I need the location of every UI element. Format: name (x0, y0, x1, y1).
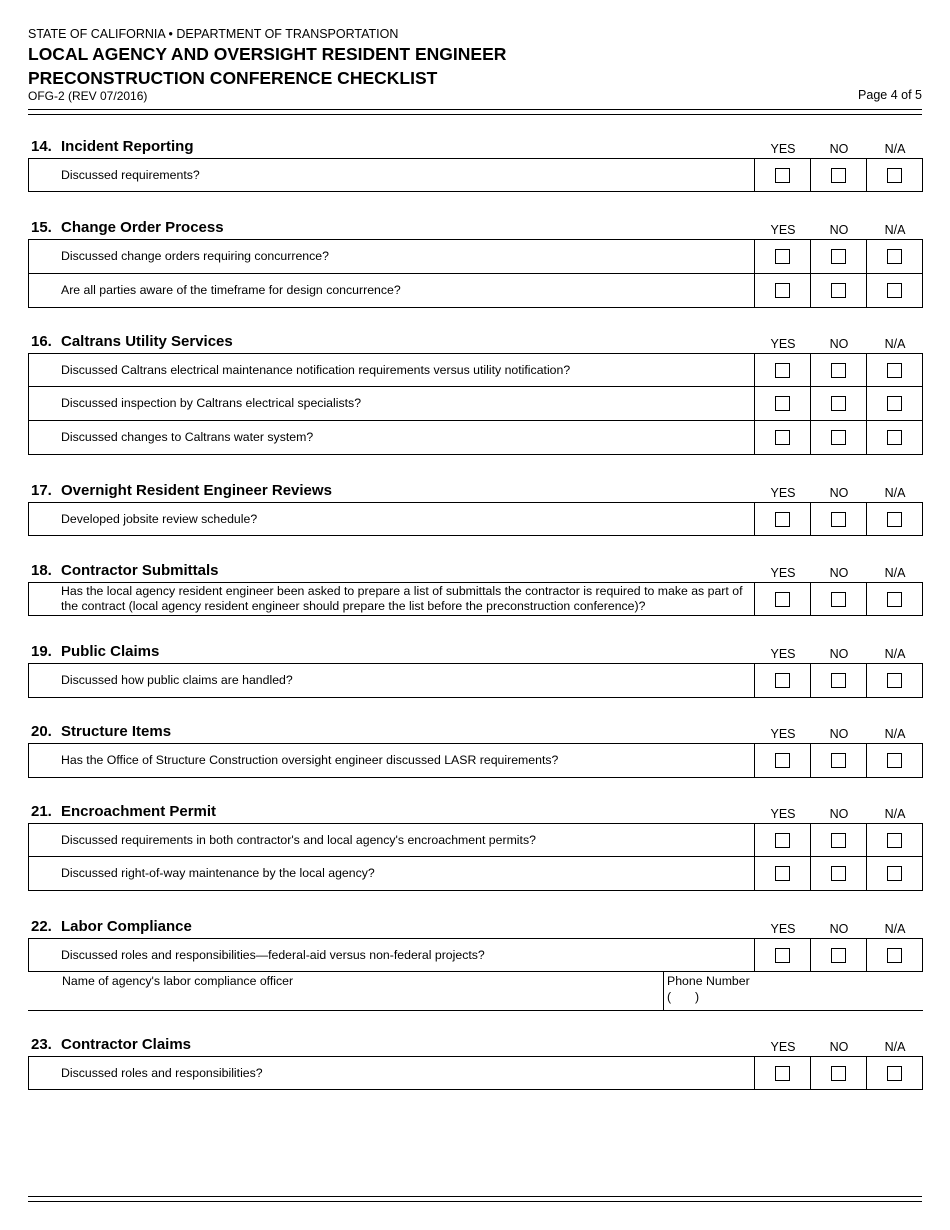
answer-cell-na (866, 939, 922, 971)
section-header (28, 1034, 923, 1056)
answer-cell-no (810, 664, 866, 697)
question-row (28, 938, 923, 972)
answer-cell-na (866, 1057, 922, 1089)
no-checkbox[interactable] (831, 430, 846, 445)
na-checkbox[interactable] (887, 948, 902, 963)
na-checkbox[interactable] (887, 673, 902, 688)
section-header (28, 480, 923, 502)
question-text: Are all parties aware of the timeframe for design concurrence? (61, 283, 401, 297)
yes-checkbox[interactable] (775, 866, 790, 881)
footer-rule-top (28, 1196, 922, 1197)
section-title (31, 1036, 191, 1053)
column-label-no: NO (829, 922, 849, 936)
section-21 (28, 801, 923, 891)
answer-cell-na (866, 583, 922, 615)
na-checkbox[interactable] (887, 512, 902, 527)
na-checkbox[interactable] (887, 249, 902, 264)
no-checkbox[interactable] (831, 833, 846, 848)
yes-checkbox[interactable] (775, 283, 790, 298)
column-label-no: NO (829, 486, 849, 500)
column-label-na: N/A (884, 142, 906, 156)
question-text: Discussed changes to Caltrans water system? (61, 430, 314, 444)
answer-cell-yes (754, 583, 810, 615)
section-title (31, 803, 216, 820)
officer-name-label: Name of agency's labor compliance officer (62, 974, 294, 988)
no-checkbox[interactable] (831, 249, 846, 264)
answer-cell-na (866, 274, 922, 307)
column-label-no: NO (829, 1040, 849, 1054)
section-title (31, 562, 219, 579)
column-label-yes: YES (770, 807, 796, 821)
section-title-text: Public Claims (61, 643, 160, 660)
section-title-text: Contractor Submittals (61, 562, 219, 579)
column-label-no: NO (829, 223, 849, 237)
answer-cell-yes (754, 240, 810, 273)
answer-cell-yes (754, 274, 810, 307)
answer-cell-na (866, 387, 922, 420)
section-number: 23. (31, 1036, 52, 1053)
section-title (31, 138, 194, 155)
answer-cell-no (810, 744, 866, 777)
column-label-na: N/A (884, 1040, 906, 1054)
answer-cell-yes (754, 664, 810, 697)
section-title-text: Encroachment Permit (61, 803, 217, 820)
answer-cell-na (866, 744, 922, 777)
no-checkbox[interactable] (831, 592, 846, 607)
yes-checkbox[interactable] (775, 430, 790, 445)
section-number: 20. (31, 723, 52, 740)
column-label-no: NO (829, 142, 849, 156)
answer-cell-na (866, 503, 922, 535)
section-number: 14. (31, 138, 52, 155)
section-header (28, 331, 923, 353)
question-row (28, 582, 923, 616)
question-text: Discussed inspection by Caltrans electrical specialists? (61, 396, 362, 410)
yes-checkbox[interactable] (775, 948, 790, 963)
answer-cell-na (866, 159, 922, 191)
answer-cell-yes (754, 1057, 810, 1089)
column-label-na: N/A (884, 223, 906, 237)
phone-number-label: Phone Number (667, 974, 750, 988)
section-title-text: Labor Compliance (61, 918, 192, 935)
section-header (28, 560, 923, 582)
section-22 (28, 916, 923, 1011)
form-title (28, 42, 506, 90)
question-row (28, 743, 923, 778)
na-checkbox[interactable] (887, 396, 902, 411)
section-19 (28, 641, 923, 698)
section-header (28, 801, 923, 823)
section-header (28, 641, 923, 663)
form-id: OFG-2 (REV 07/2016) (28, 89, 148, 103)
answer-cell-yes (754, 503, 810, 535)
column-label-yes: YES (770, 142, 796, 156)
section-title-text: Change Order Process (61, 219, 224, 236)
yes-checkbox[interactable] (775, 512, 790, 527)
question-text: Discussed roles and responsibilities? (61, 1065, 263, 1080)
answer-cell-na (866, 664, 922, 697)
answer-cell-na (866, 421, 922, 454)
question-text: Developed jobsite review schedule? (61, 511, 258, 526)
question-row (28, 823, 923, 857)
answer-cell-no (810, 240, 866, 273)
column-label-na: N/A (884, 647, 906, 661)
column-label-yes: YES (770, 1040, 796, 1054)
phone-number-field[interactable] (664, 972, 923, 1010)
na-checkbox[interactable] (887, 753, 902, 768)
na-checkbox[interactable] (887, 866, 902, 881)
answer-cell-no (810, 354, 866, 386)
na-checkbox[interactable] (887, 833, 902, 848)
question-row (28, 158, 923, 192)
column-label-no: NO (829, 647, 849, 661)
section-title-text: Structure Items (61, 723, 172, 740)
column-label-no: NO (829, 337, 849, 351)
answer-cell-no (810, 939, 866, 971)
answer-cell-yes (754, 354, 810, 386)
no-checkbox[interactable] (831, 396, 846, 411)
question-row (28, 1056, 923, 1090)
question-row (28, 663, 923, 698)
section-header (28, 721, 923, 743)
answer-cell-yes (754, 939, 810, 971)
answer-cell-no (810, 857, 866, 890)
question-text: Has the Office of Structure Construction oversight engineer discussed LASR requirements? (61, 753, 559, 767)
answer-cell-no (810, 159, 866, 191)
answer-cell-no (810, 274, 866, 307)
column-label-no: NO (829, 566, 849, 580)
section-18 (28, 560, 923, 616)
column-label-na: N/A (884, 486, 906, 500)
footer-rule-bottom (28, 1201, 922, 1202)
question-row (28, 421, 923, 455)
header-rule-top (28, 109, 922, 110)
question-text: Discussed right-of-way maintenance by the local agency? (61, 866, 375, 880)
officer-phone-row (28, 972, 923, 1011)
question-row (28, 502, 923, 536)
no-checkbox[interactable] (831, 673, 846, 688)
section-title (31, 482, 332, 499)
section-title (31, 643, 159, 660)
answer-cell-no (810, 387, 866, 420)
question-row (28, 239, 923, 274)
section-number: 15. (31, 219, 52, 236)
section-title-text: Incident Reporting (61, 138, 194, 155)
no-checkbox[interactable] (831, 512, 846, 527)
na-checkbox[interactable] (887, 592, 902, 607)
answer-cell-no (810, 503, 866, 535)
column-label-no: NO (829, 727, 849, 741)
answer-cell-yes (754, 824, 810, 856)
column-label-na: N/A (884, 922, 906, 936)
answer-cell-no (810, 421, 866, 454)
column-label-yes: YES (770, 566, 796, 580)
column-label-na: N/A (884, 337, 906, 351)
na-checkbox[interactable] (887, 168, 902, 183)
answer-cell-yes (754, 421, 810, 454)
question-text: Discussed requirements in both contractor's and local agency's encroachment permits? (61, 832, 536, 847)
form-title-line1: LOCAL AGENCY AND OVERSIGHT RESIDENT ENGINEER (28, 44, 507, 64)
no-checkbox[interactable] (831, 866, 846, 881)
section-14 (28, 136, 923, 192)
section-number: 17. (31, 482, 52, 499)
section-number: 22. (31, 918, 52, 935)
column-label-na: N/A (884, 566, 906, 580)
no-checkbox[interactable] (831, 168, 846, 183)
section-title-text: Overnight Resident Engineer Reviews (61, 482, 332, 499)
section-23 (28, 1034, 923, 1090)
yes-checkbox[interactable] (775, 1066, 790, 1081)
na-checkbox[interactable] (887, 283, 902, 298)
answer-cell-na (866, 240, 922, 273)
column-label-na: N/A (884, 807, 906, 821)
yes-checkbox[interactable] (775, 363, 790, 378)
no-checkbox[interactable] (831, 283, 846, 298)
question-text: Discussed requirements? (61, 167, 200, 182)
question-text: Has the local agency resident engineer been asked to prepare a list of submittals the contractor is required to make as part of the contract (local agency resident engineer should prepare the list before the preconstruction conference)? (61, 584, 743, 613)
answer-cell-no (810, 1057, 866, 1089)
column-label-yes: YES (770, 337, 796, 351)
no-checkbox[interactable] (831, 948, 846, 963)
page-number: Page 4 of 5 (858, 88, 922, 102)
section-header (28, 136, 923, 158)
section-header (28, 916, 923, 938)
column-label-yes: YES (770, 223, 796, 237)
section-number: 21. (31, 803, 52, 820)
officer-name-field[interactable] (28, 972, 664, 1010)
answer-cell-no (810, 824, 866, 856)
answer-cell-yes (754, 159, 810, 191)
na-checkbox[interactable] (887, 1066, 902, 1081)
question-text: Discussed change orders requiring concurrence? (61, 249, 329, 263)
answer-cell-na (866, 354, 922, 386)
answer-cell-yes (754, 857, 810, 890)
section-15 (28, 217, 923, 308)
section-number: 16. (31, 333, 52, 350)
question-row (28, 274, 923, 308)
no-checkbox[interactable] (831, 1066, 846, 1081)
phone-area-code: ( ) (667, 990, 700, 1004)
question-row (28, 857, 923, 891)
na-checkbox[interactable] (887, 363, 902, 378)
section-20 (28, 721, 923, 778)
column-label-yes: YES (770, 922, 796, 936)
section-title-text: Contractor Claims (61, 1036, 192, 1053)
column-label-yes: YES (770, 486, 796, 500)
answer-cell-na (866, 824, 922, 856)
yes-checkbox[interactable] (775, 673, 790, 688)
section-16 (28, 331, 923, 455)
question-text: Discussed how public claims are handled? (61, 673, 293, 687)
form-title-line2: PRECONSTRUCTION CONFERENCE CHECKLIST (28, 68, 438, 88)
section-number: 18. (31, 562, 52, 579)
section-header (28, 217, 923, 239)
no-checkbox[interactable] (831, 753, 846, 768)
section-title (31, 219, 224, 236)
agency-line: STATE OF CALIFORNIA • DEPARTMENT OF TRANSPORTATION (28, 27, 399, 41)
section-title-text: Caltrans Utility Services (61, 333, 233, 350)
section-title (31, 333, 233, 350)
column-label-no: NO (829, 807, 849, 821)
yes-checkbox[interactable] (775, 833, 790, 848)
yes-checkbox[interactable] (775, 168, 790, 183)
column-label-na: N/A (884, 727, 906, 741)
na-checkbox[interactable] (887, 430, 902, 445)
section-title (31, 918, 192, 935)
answer-cell-yes (754, 387, 810, 420)
yes-checkbox[interactable] (775, 592, 790, 607)
question-row (28, 353, 923, 387)
column-label-yes: YES (770, 647, 796, 661)
column-label-yes: YES (770, 727, 796, 741)
answer-cell-na (866, 857, 922, 890)
section-number: 19. (31, 643, 52, 660)
question-row (28, 387, 923, 421)
question-text: Discussed roles and responsibilities—federal-aid versus non-federal projects? (61, 947, 485, 962)
yes-checkbox[interactable] (775, 753, 790, 768)
answer-cell-no (810, 583, 866, 615)
no-checkbox[interactable] (831, 363, 846, 378)
yes-checkbox[interactable] (775, 249, 790, 264)
answer-cell-yes (754, 744, 810, 777)
yes-checkbox[interactable] (775, 396, 790, 411)
header-rule-bottom (28, 114, 922, 115)
section-title (31, 723, 171, 740)
question-text: Discussed Caltrans electrical maintenance notification requirements versus utility notification? (61, 362, 571, 377)
section-17 (28, 480, 923, 536)
